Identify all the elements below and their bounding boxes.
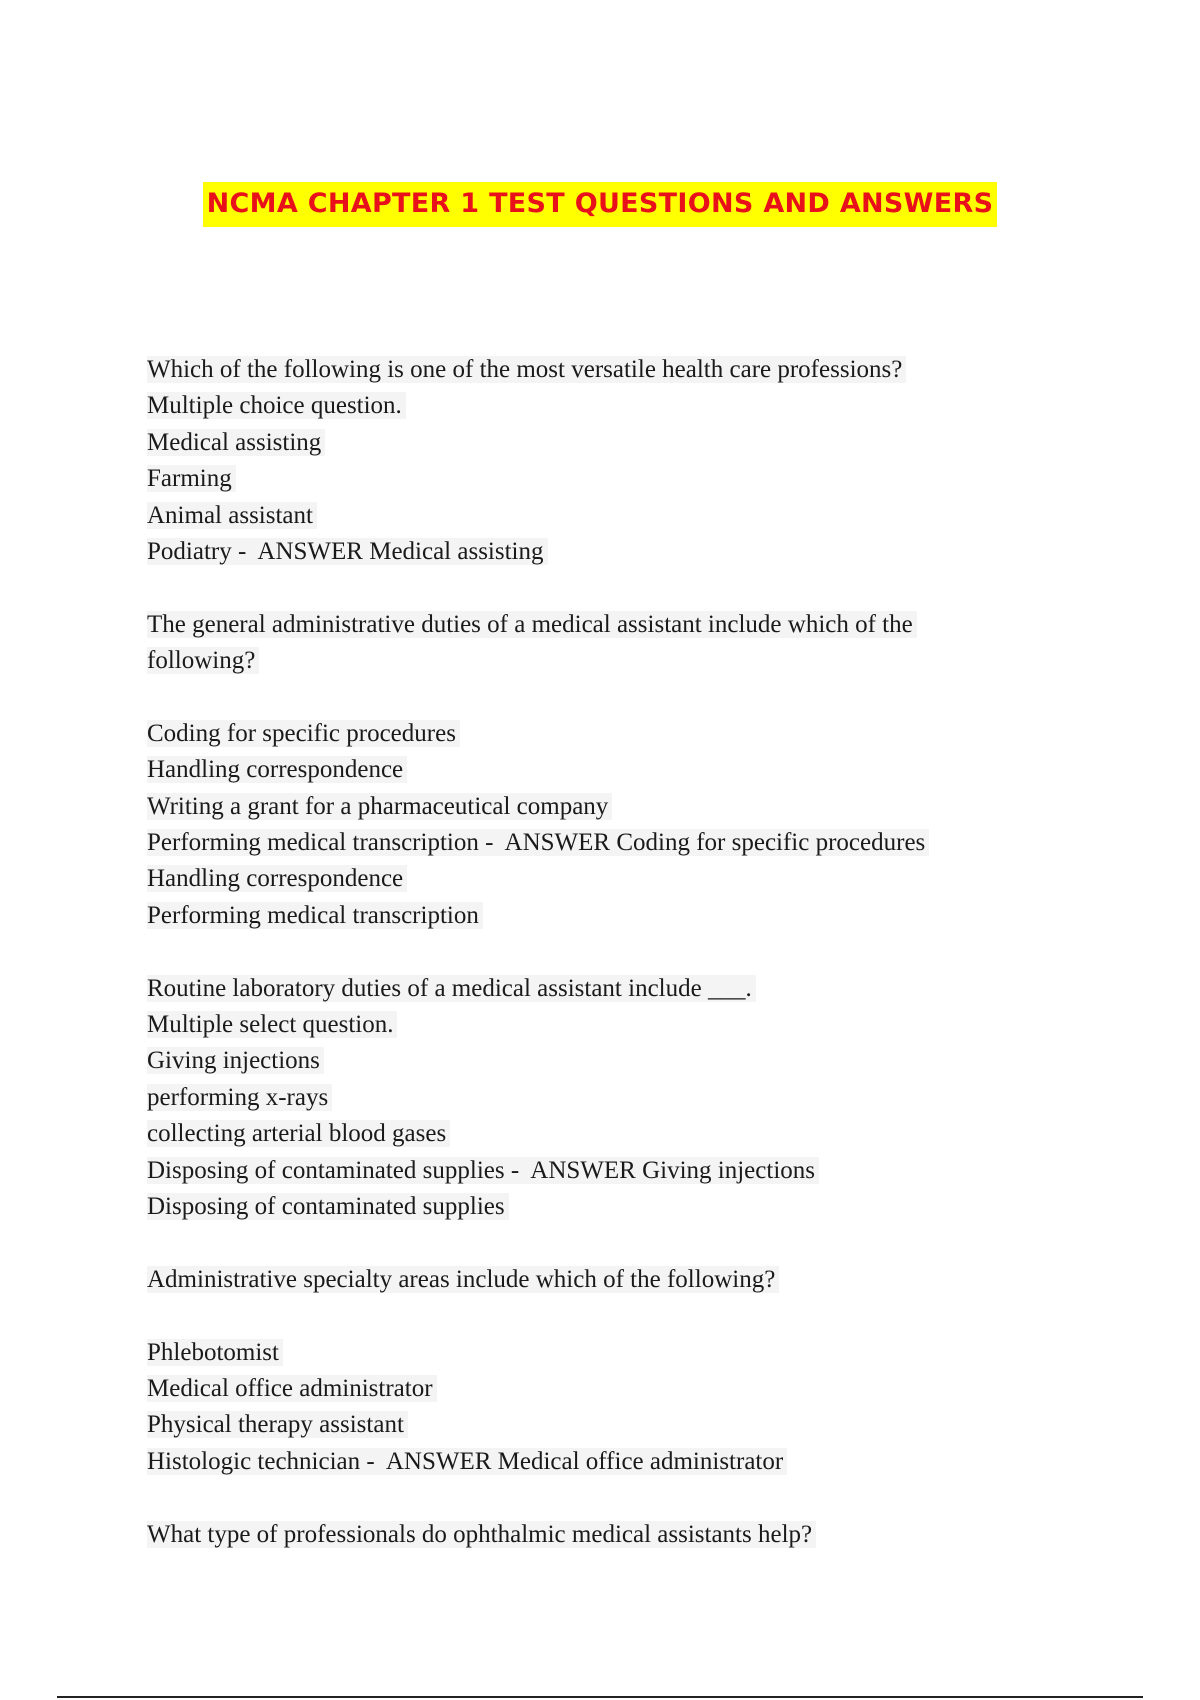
text-line: The general administrative duties of a medical assistant include which of the	[147, 607, 1067, 643]
text-line: performing x-rays	[147, 1080, 1067, 1116]
text-line: Routine laboratory duties of a medical assistant include ___.	[147, 971, 1067, 1007]
answer-line: Performing medical transcription - ANSWER Coding for specific procedures	[147, 825, 1067, 861]
spacer	[147, 934, 1067, 970]
text-line: Farming	[147, 461, 1067, 497]
answer-line: Podiatry - ANSWER Medical assisting	[147, 534, 1067, 570]
text-line: Medical office administrator	[147, 1371, 1067, 1407]
title-container	[0, 182, 1200, 227]
page-title: NCMA CHAPTER 1 TEST QUESTIONS AND ANSWERS	[203, 182, 998, 227]
spacer	[147, 570, 1067, 606]
text-line: What type of professionals do ophthalmic medical assistants help?	[147, 1517, 1067, 1553]
text-line: Animal assistant	[147, 498, 1067, 534]
text-line: Which of the following is one of the most versatile health care professions?	[147, 352, 1067, 388]
text-line: collecting arterial blood gases	[147, 1116, 1067, 1152]
spacer	[147, 1225, 1067, 1261]
text-line: Coding for specific procedures	[147, 716, 1067, 752]
text-line: following?	[147, 643, 1067, 679]
text-line: Physical therapy assistant	[147, 1407, 1067, 1443]
spacer	[147, 1298, 1067, 1334]
text-line: Medical assisting	[147, 425, 1067, 461]
text-line: Disposing of contaminated supplies	[147, 1189, 1067, 1225]
text-line: Multiple choice question.	[147, 388, 1067, 424]
footer-divider	[57, 1696, 1143, 1698]
text-line: Phlebotomist	[147, 1335, 1067, 1371]
text-line: Writing a grant for a pharmaceutical company	[147, 789, 1067, 825]
answer-line: Disposing of contaminated supplies - ANSWER Giving injections	[147, 1153, 1067, 1189]
text-line: Handling correspondence	[147, 752, 1067, 788]
spacer	[147, 1480, 1067, 1516]
text-line: Multiple select question.	[147, 1007, 1067, 1043]
text-line: Handling correspondence	[147, 861, 1067, 897]
question-list	[147, 352, 1067, 1553]
spacer	[147, 680, 1067, 716]
answer-line: Histologic technician - ANSWER Medical office administrator	[147, 1444, 1067, 1480]
text-line: Administrative specialty areas include which of the following?	[147, 1262, 1067, 1298]
text-line: Giving injections	[147, 1043, 1067, 1079]
text-line: Performing medical transcription	[147, 898, 1067, 934]
